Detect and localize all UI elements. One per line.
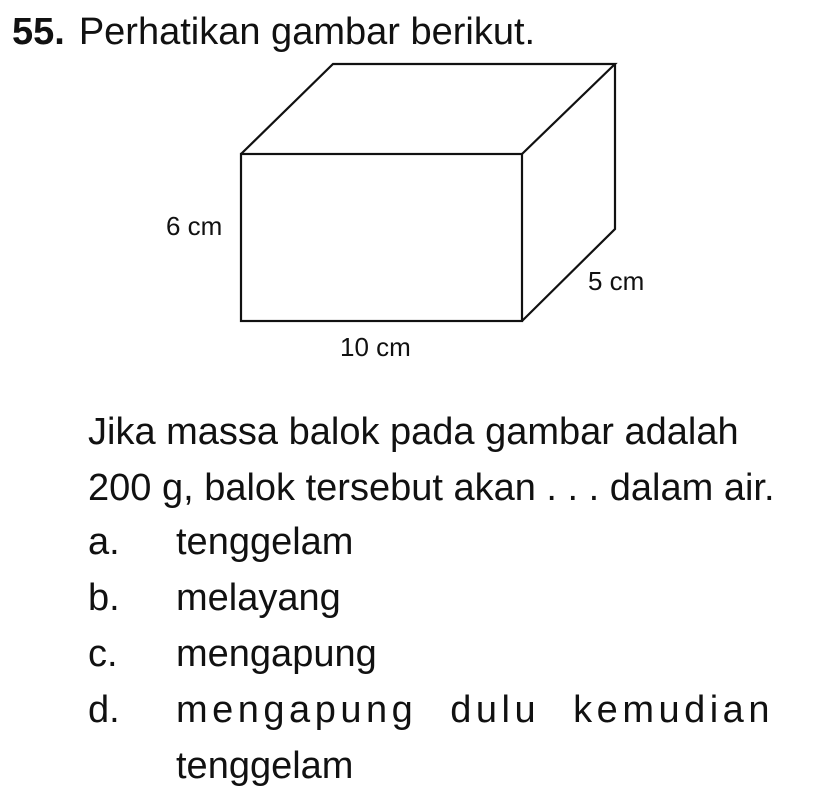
option-c[interactable] [88,626,828,682]
height-label: 6 cm [166,211,223,241]
option-text-continuation: tenggelam [176,745,354,787]
option-letter: c. [88,633,118,675]
stem-line-2: 200 g, balok tersebut akan . . . dalam air. [88,467,775,509]
stem-line-1: Jika massa balok pada gambar adalah [88,411,739,453]
option-d-continuation[interactable] [88,738,828,794]
option-letter: a. [88,521,120,563]
option-text: tenggelam [176,521,354,563]
option-letter: d. [88,689,120,731]
option-text: melayang [176,577,341,619]
cuboid-drawing [241,64,615,321]
question-stem [88,404,828,516]
question-instruction: Perhatikan gambar berikut. [78,11,536,53]
option-d[interactable] [88,682,828,738]
cuboid-top-face [241,64,615,154]
width-label: 5 cm [588,266,645,296]
option-b[interactable] [88,570,828,626]
option-text: mengapung dulu kemudian [176,689,774,731]
option-letter: b. [88,577,120,619]
option-letter-spacer [88,738,176,794]
option-a[interactable] [88,514,828,570]
option-text: mengapung [176,633,377,675]
question-number: 55. [12,11,65,53]
answer-options [88,514,828,794]
cuboid-front-face [241,154,522,321]
length-label: 10 cm [340,332,411,362]
